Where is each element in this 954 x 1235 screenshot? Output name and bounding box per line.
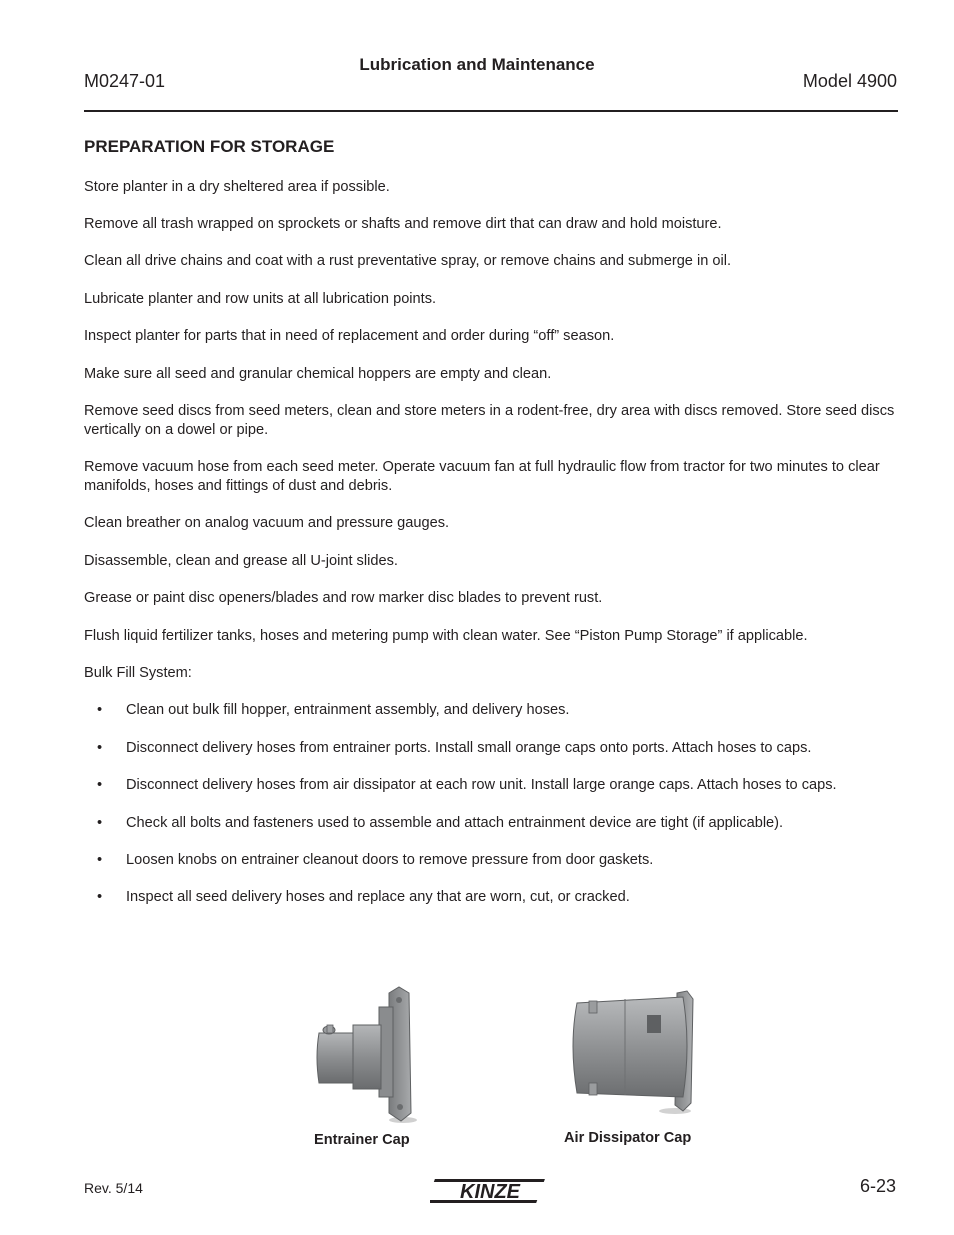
paragraph: Store planter in a dry sheltered area if possible. — [84, 179, 390, 195]
list-item: Disconnect delivery hoses from air dissipator at each row unit. Install large orange caps. Attach hoses to caps. — [126, 777, 837, 793]
paragraph: Remove vacuum hose from each seed meter. Operate vacuum fan at full hydraulic flow from tractor for two minutes to clear manifolds, hoses and fittings of dust and debris. — [84, 459, 880, 494]
doc-number: M0247-01 — [84, 71, 166, 91]
header-divider — [84, 110, 898, 112]
paragraph: Flush liquid fertilizer tanks, hoses and metering pump with clean water. See “Piston Pump Storage” if applicable. — [84, 628, 808, 644]
entrainer-cap-illustration-icon — [305, 985, 425, 1125]
paragraph: Bulk Fill System: — [84, 665, 192, 681]
kinze-logo — [430, 1176, 550, 1206]
bullet-marker: • — [97, 815, 103, 831]
paragraph: Clean breather on analog vacuum and pressure gauges. — [84, 515, 450, 531]
bullet-marker: • — [97, 740, 103, 756]
paragraph: Lubricate planter and row units at all lubrication points. — [84, 291, 437, 307]
page-heading: PREPARATION FOR STORAGE — [84, 137, 335, 156]
svg-text:KINZE: KINZE — [460, 1181, 520, 1203]
revision-label: Rev. 5/14 — [84, 1180, 143, 1196]
figure-caption-air-dissipator-cap: Air Dissipator Cap — [564, 1130, 692, 1146]
bullet-marker: • — [97, 889, 103, 905]
paragraph: Clean all drive chains and coat with a rust preventative spray, or remove chains and submerge in oil. — [84, 253, 732, 269]
paragraph: Remove seed discs from seed meters, clean and store meters in a rodent-free, dry area with discs removed. Store seed discs vertically on a dowel or pipe. — [84, 403, 895, 438]
paragraph: Remove all trash wrapped on sprockets or shafts and remove dirt that can draw and hold moisture. — [84, 216, 722, 232]
bullet-marker: • — [97, 852, 103, 868]
paragraph: Inspect planter for parts that in need of replacement and order during “off” season. — [84, 328, 615, 344]
list-item: Loosen knobs on entrainer cleanout doors to remove pressure from door gaskets. — [126, 852, 654, 868]
air-dissipator-cap-illustration-icon — [565, 985, 700, 1115]
figure-caption-entrainer-cap: Entrainer Cap — [314, 1132, 410, 1148]
list-item: Inspect all seed delivery hoses and replace any that are worn, cut, or cracked. — [126, 889, 630, 905]
bullet-marker: • — [97, 777, 103, 793]
paragraph: Make sure all seed and granular chemical hoppers are empty and clean. — [84, 366, 552, 382]
list-item: Clean out bulk fill hopper, entrainment assembly, and delivery hoses. — [126, 702, 570, 718]
paragraph: Disassemble, clean and grease all U-joint slides. — [84, 553, 398, 569]
list-item: Disconnect delivery hoses from entrainer ports. Install small orange caps onto ports. Attach hoses to caps. — [126, 740, 812, 756]
paragraph: Grease or paint disc openers/blades and row marker disc blades to prevent rust. — [84, 590, 603, 606]
section-title: Lubrication and Maintenance — [359, 55, 595, 74]
list-item: Check all bolts and fasteners used to assemble and attach entrainment device are tight (if applicable). — [126, 815, 784, 831]
model-label: Model 4900 — [802, 71, 897, 91]
bullet-marker: • — [97, 702, 103, 718]
page-number: 6-23 — [859, 1176, 896, 1196]
